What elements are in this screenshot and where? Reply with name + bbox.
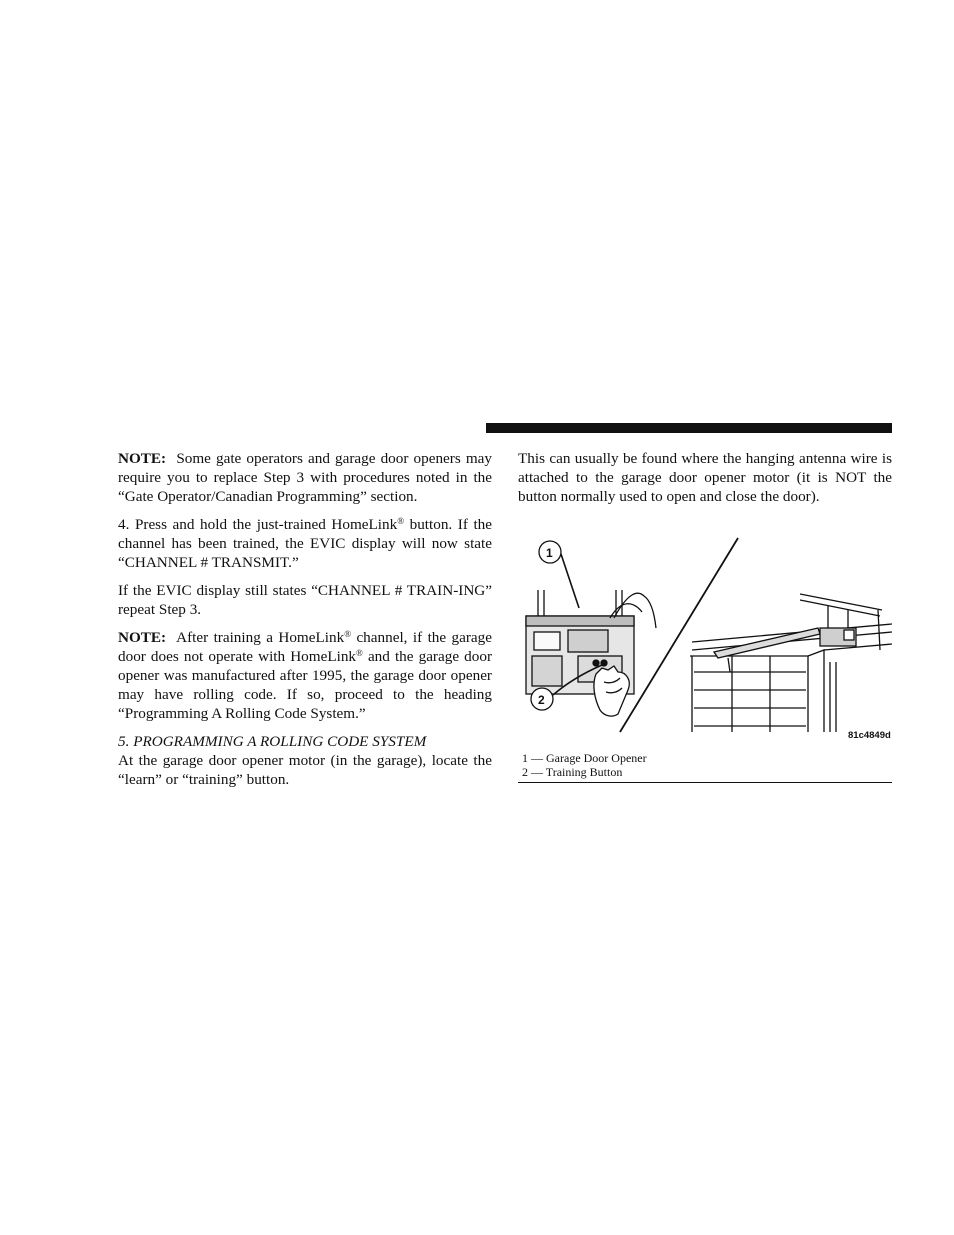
- note-2-text-a: After training a HomeLink: [176, 629, 345, 646]
- callout-2-label: 2: [538, 693, 545, 707]
- note-text: Some gate operators and garage door openers may require you to replace Step 3 with procedures noted in the “Gate Operator/Canadian Programming” section.: [118, 450, 493, 505]
- antenna-paragraph: This can usually be found where the hanging antenna wire is attached to the garage door opener motor (it is NOT the button normally used to open and close the door).: [518, 450, 892, 505]
- note-2-text-b: channel, if the garage door does not operate with HomeLink: [118, 629, 493, 665]
- step-4-paragraph: [118, 515, 492, 572]
- note-2-text-c: and the garage door opener was manufactured after 1995, the garage door opener may have rolling code. If so, proceed to the heading “Programming A Rolling Code System.”: [118, 648, 492, 722]
- registered-mark: ®: [344, 629, 352, 639]
- caption-rule: [518, 782, 892, 783]
- garage-door-opener-illustration: [518, 532, 892, 747]
- section-header-bar: [486, 423, 892, 433]
- caption-item-1: 1 — Garage Door Opener: [522, 751, 647, 765]
- right-column: [518, 449, 892, 515]
- registered-mark: ®: [356, 648, 363, 658]
- note-label: NOTE:: [118, 450, 167, 467]
- registered-mark: ®: [397, 516, 405, 526]
- note-paragraph-1: [118, 449, 492, 506]
- note-paragraph-2: [118, 628, 492, 723]
- step-4-text-b: button. If the channel has been trained, the EVIC display will now state “CHANNEL # TRANSMIT.”: [118, 516, 492, 571]
- image-code-label: 81c4849d: [848, 730, 891, 741]
- note-label: NOTE:: [118, 629, 167, 646]
- left-column: [118, 449, 492, 798]
- step-5-paragraph: At the garage door opener motor (in the garage), locate the “learn” or “training” button.: [118, 752, 492, 788]
- callout-1-label: 1: [546, 546, 553, 560]
- figure-caption: [522, 751, 647, 779]
- still-states-paragraph: If the EVIC display still states “CHANNEL # TRAIN-ING” repeat Step 3.: [118, 582, 492, 618]
- step-4-text-a: 4. Press and hold the just-trained HomeLink: [118, 516, 398, 533]
- step-5-heading: 5. PROGRAMMING A ROLLING CODE SYSTEM: [118, 733, 427, 750]
- caption-item-2: 2 — Training Button: [522, 765, 623, 779]
